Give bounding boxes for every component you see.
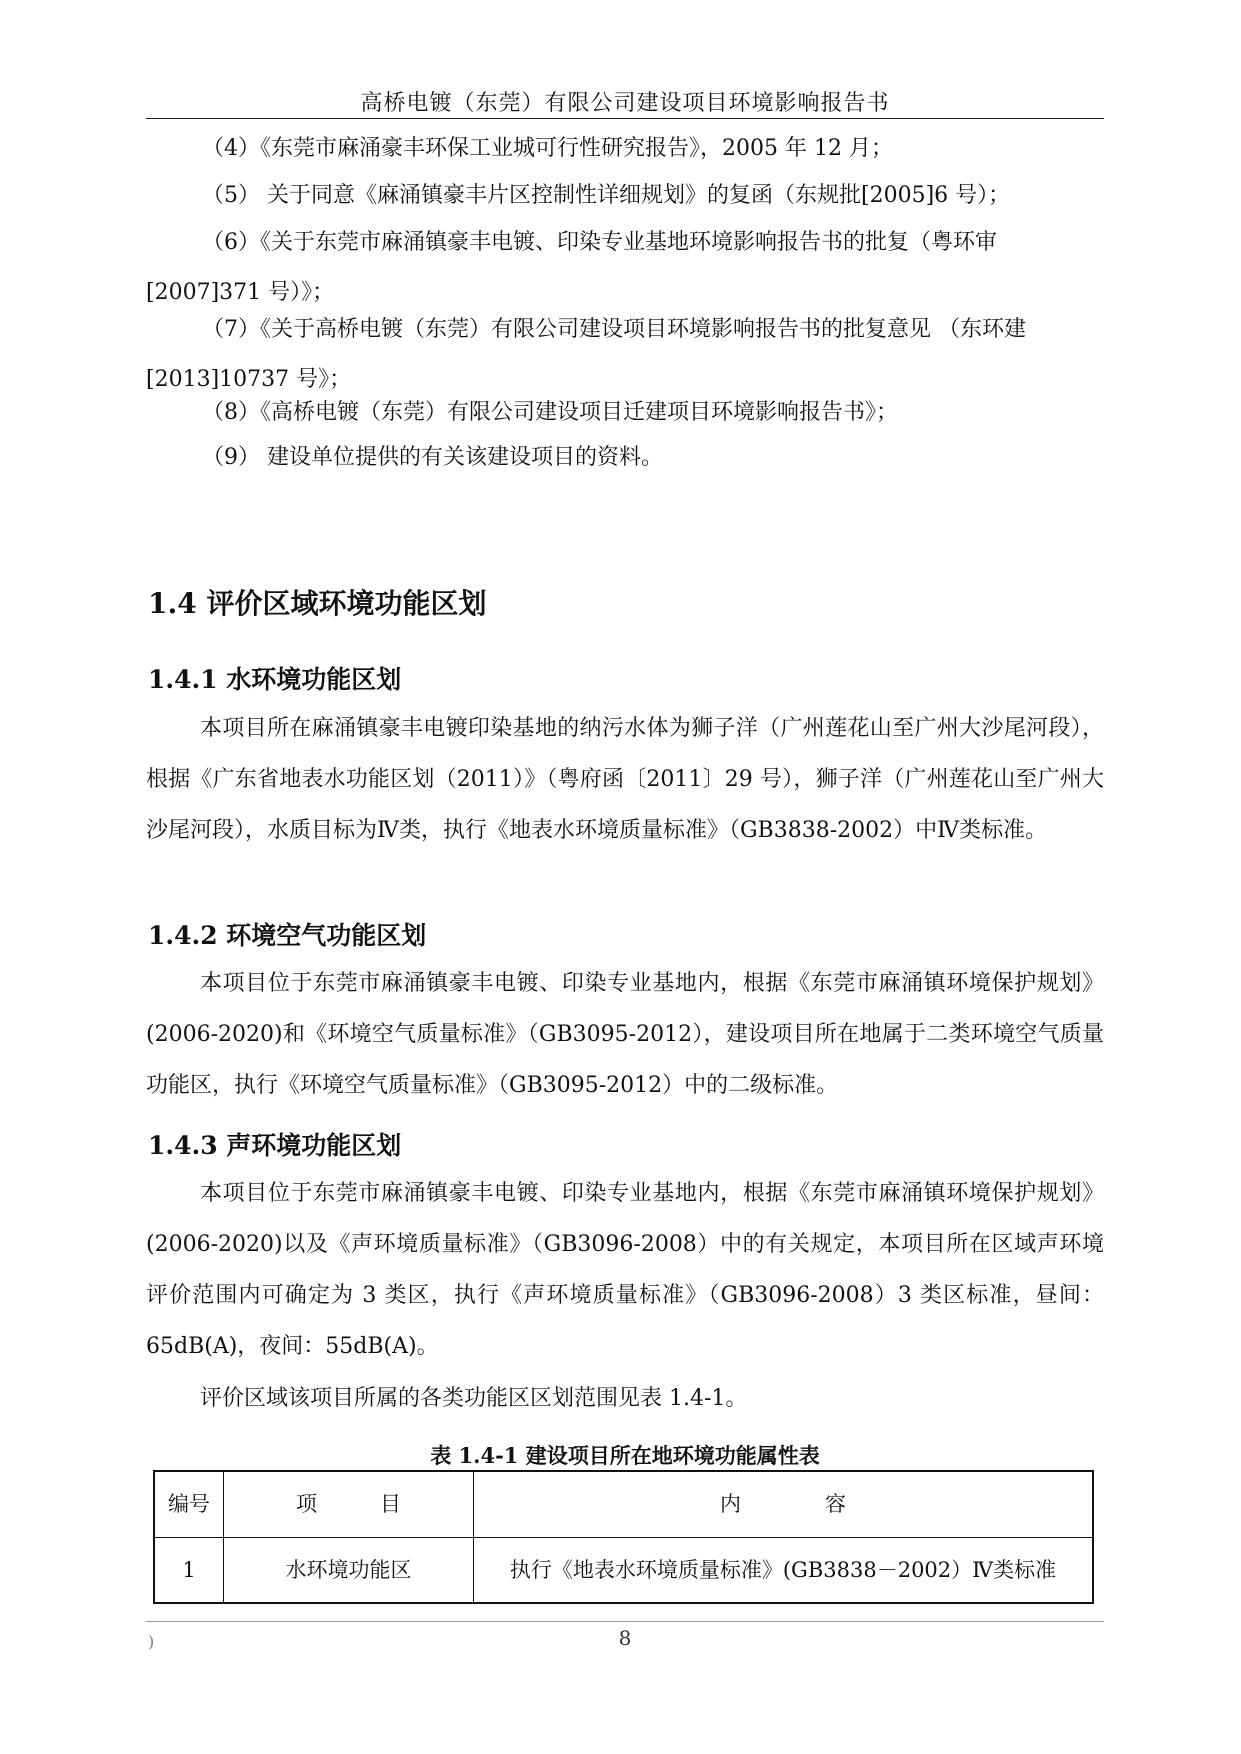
reference-item-6: （6）《关于东莞市麻涌镇豪丰电镀、印染专业基地环境影响报告书的批复（粤环审[2007]371 号）》； — [146, 230, 997, 305]
section-heading-1-4: 1.4 评价区域环境功能区划 — [148, 587, 487, 620]
section-heading-1-4-1: 1.4.1 水环境功能区划 — [148, 665, 402, 694]
table-cell-num: 1 — [154, 1537, 224, 1603]
section-heading-1-4-3: 1.4.3 声环境功能区划 — [148, 1131, 402, 1160]
reference-item-4: （4）《东莞市麻涌豪丰环保工业城可行性研究报告》，2005 年 12 月； — [202, 136, 893, 161]
table-header-item: 项 目 — [224, 1471, 474, 1537]
table-header-row — [154, 1471, 1093, 1537]
noise-function-paragraph: 本项目位于东莞市麻涌镇豪丰电镀、印染专业基地内，根据《东莞市麻涌镇环境保护规划》(2006-2020)以及《声环境质量标准》（GB3096-2008）中的有关规定，本项目所在区域声环境评价范围内可确定为 3 类区，执行《声环境质量标准》（GB3096-2008）3 类区标准，昼间：65dB(A)，夜间：55dB(A)。 — [146, 1181, 1104, 1359]
section-heading-1-4-2: 1.4.2 环境空气功能区划 — [148, 921, 427, 950]
footer-left-mark: ) — [148, 1632, 155, 1651]
air-function-paragraph: 本项目位于东莞市麻涌镇豪丰电镀、印染专业基地内，根据《东莞市麻涌镇环境保护规划》(2006-2020)和《环境空气质量标准》（GB3095-2012），建设项目所在地属于二类环境空气质量功能区，执行《环境空气质量标准》（GB3095-2012）中的二级标准。 — [146, 971, 1104, 1098]
table-cell-item: 水环境功能区 — [224, 1537, 474, 1603]
table-header-content: 内 容 — [474, 1471, 1094, 1537]
table-reference-paragraph: 评价区域该项目所属的各类功能区区划范围见表 1.4-1。 — [200, 1386, 748, 1411]
table-row — [154, 1537, 1093, 1603]
table-header-num: 编号 — [154, 1471, 224, 1537]
table-cell-content: 执行《地表水环境质量标准》(GB3838－2002）Ⅳ类标准 — [474, 1537, 1094, 1603]
function-attribute-table — [153, 1470, 1094, 1604]
reference-item-9: （9） 建设单位提供的有关该建设项目的资料。 — [202, 445, 663, 470]
page-number: 8 — [618, 1626, 632, 1650]
footer-divider — [146, 1621, 1104, 1622]
table-caption: 表 1.4-1 建设项目所在地环境功能属性表 — [430, 1443, 820, 1468]
water-function-paragraph: 本项目所在麻涌镇豪丰电镀印染基地的纳污水体为狮子洋（广州莲花山至广州大沙尾河段），根据《广东省地表水功能区划（2011）》（粤府函〔2011〕29 号），狮子洋（广州莲花山至广州大沙尾河段），水质目标为Ⅳ类，执行《地表水环境质量标准》（GB3838-2002）中Ⅳ类标准。 — [146, 716, 1104, 843]
reference-item-8: （8）《高桥电镀（东莞）有限公司建设项目迁建项目环境影响报告书》； — [202, 400, 898, 425]
page-header-title: 高桥电镀（东莞）有限公司建设项目环境影响报告书 — [360, 91, 890, 116]
reference-item-7: （7）《关于高桥电镀（东莞）有限公司建设项目环境影响报告书的批复意见 （东环建[2013]10737 号》； — [146, 317, 1026, 392]
header-divider — [146, 118, 1104, 119]
reference-item-5: （5） 关于同意《麻涌镇豪丰片区控制性详细规划》的复函（东规批[2005]6 号）； — [202, 183, 1011, 208]
